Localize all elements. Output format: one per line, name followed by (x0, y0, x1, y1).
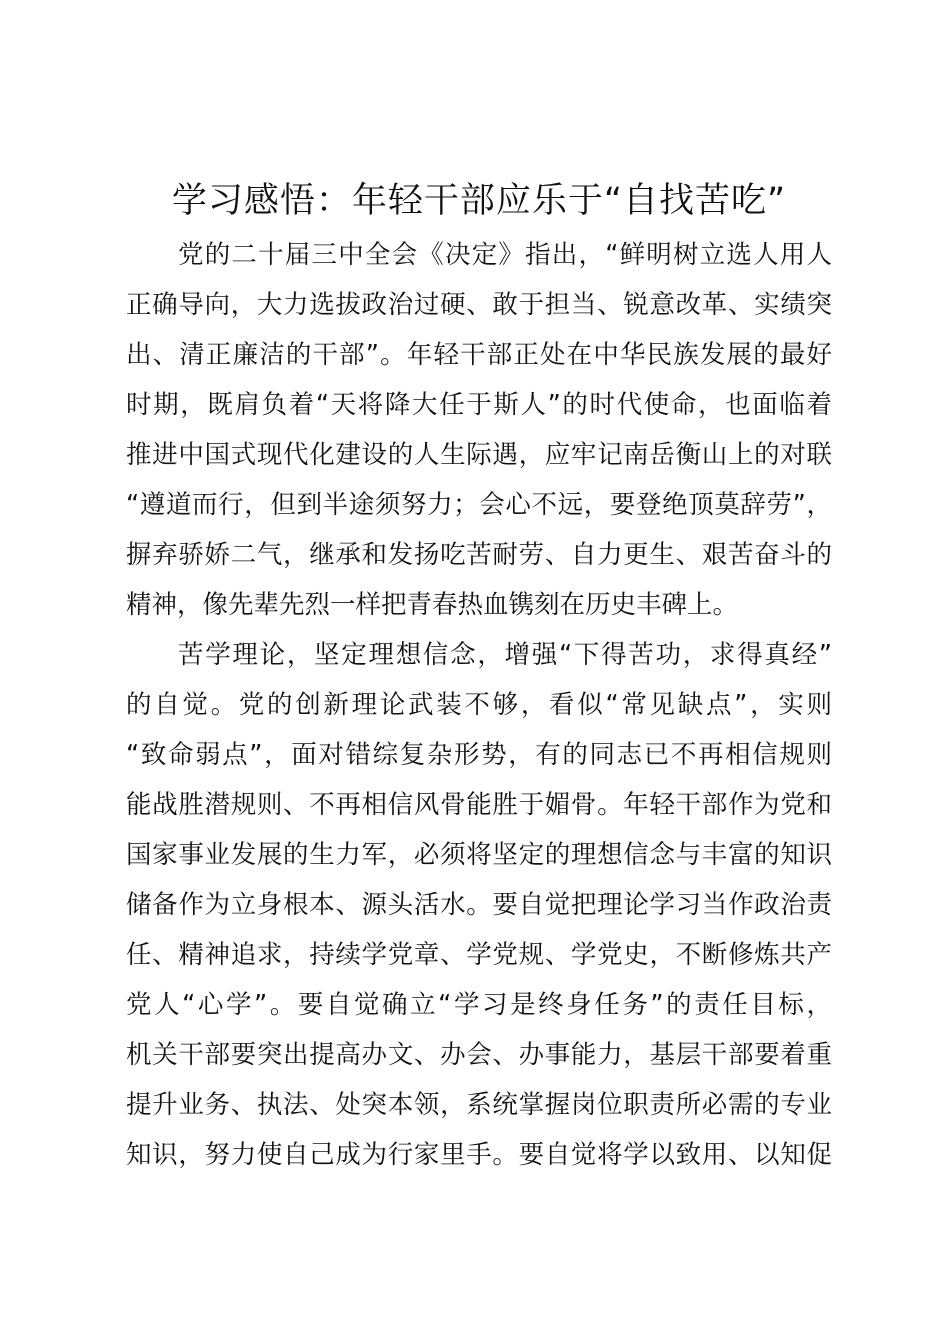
paragraph-line: 党人“心学”。要自觉确立“学习是终身任务”的责任目标， (126, 990, 832, 1020)
paragraph-line: 机关干部要突出提高办文、办会、办事能力，基层干部要着重 (126, 1040, 832, 1070)
paragraph-1 (126, 230, 832, 630)
paragraph-line: 精神，像先辈先烈一样把青春热血镌刻在历史丰碑上。 (126, 590, 739, 620)
paragraph-line: 出、清正廉洁的干部”。年轻干部正处在中华民族发展的最好 (126, 340, 832, 370)
paragraph-line: 时期，既肩负着“天将降大任于斯人”的时代使命，也面临着 (126, 390, 832, 420)
paragraph-line: “致命弱点”，面对错综复杂形势，有的同志已不再相信规则 (126, 740, 832, 770)
paragraph-line: 党的二十届三中全会《决定》指出，“鲜明树立选人用人 (178, 240, 832, 270)
paragraph-line: 的自觉。党的创新理论武装不够，看似“常见缺点”，实则 (126, 690, 832, 720)
paragraph-line: 任、精神追求，持续学党章、学党规、学党史，不断修炼共产 (126, 940, 832, 970)
paragraph-line: 摒弃骄娇二气，继承和发扬吃苦耐劳、自力更生、艰苦奋斗的 (126, 540, 832, 570)
paragraph-line: 正确导向，大力选拔政治过硬、敢于担当、锐意改革、实绩突 (126, 290, 832, 320)
paragraph-line: 苦学理论，坚定理想信念，增强“下得苦功，求得真经” (178, 640, 832, 670)
document-body (126, 230, 832, 1180)
document-title: 学习感悟：年轻干部应乐于“自找苦吃” (171, 181, 787, 221)
paragraph-line: “遵道而行，但到半途须努力；会心不远，要登绝顶莫辞劳”， (126, 490, 832, 520)
paragraph-line: 知识，努力使自己成为行家里手。要自觉将学以致用、以知促 (126, 1140, 832, 1170)
paragraph-line: 国家事业发展的生力军，必须将坚定的理想信念与丰富的知识 (126, 840, 832, 870)
paragraph-line: 储备作为立身根本、源头活水。要自觉把理论学习当作政治责 (126, 890, 832, 920)
paragraph-line: 推进中国式现代化建设的人生际遇，应牢记南岳衡山上的对联 (126, 440, 832, 470)
paragraph-line: 能战胜潜规则、不再相信风骨能胜于媚骨。年轻干部作为党和 (126, 790, 832, 820)
paragraph-line: 提升业务、执法、处突本领，系统掌握岗位职责所必需的专业 (126, 1090, 832, 1120)
paragraph-2 (126, 630, 832, 1180)
